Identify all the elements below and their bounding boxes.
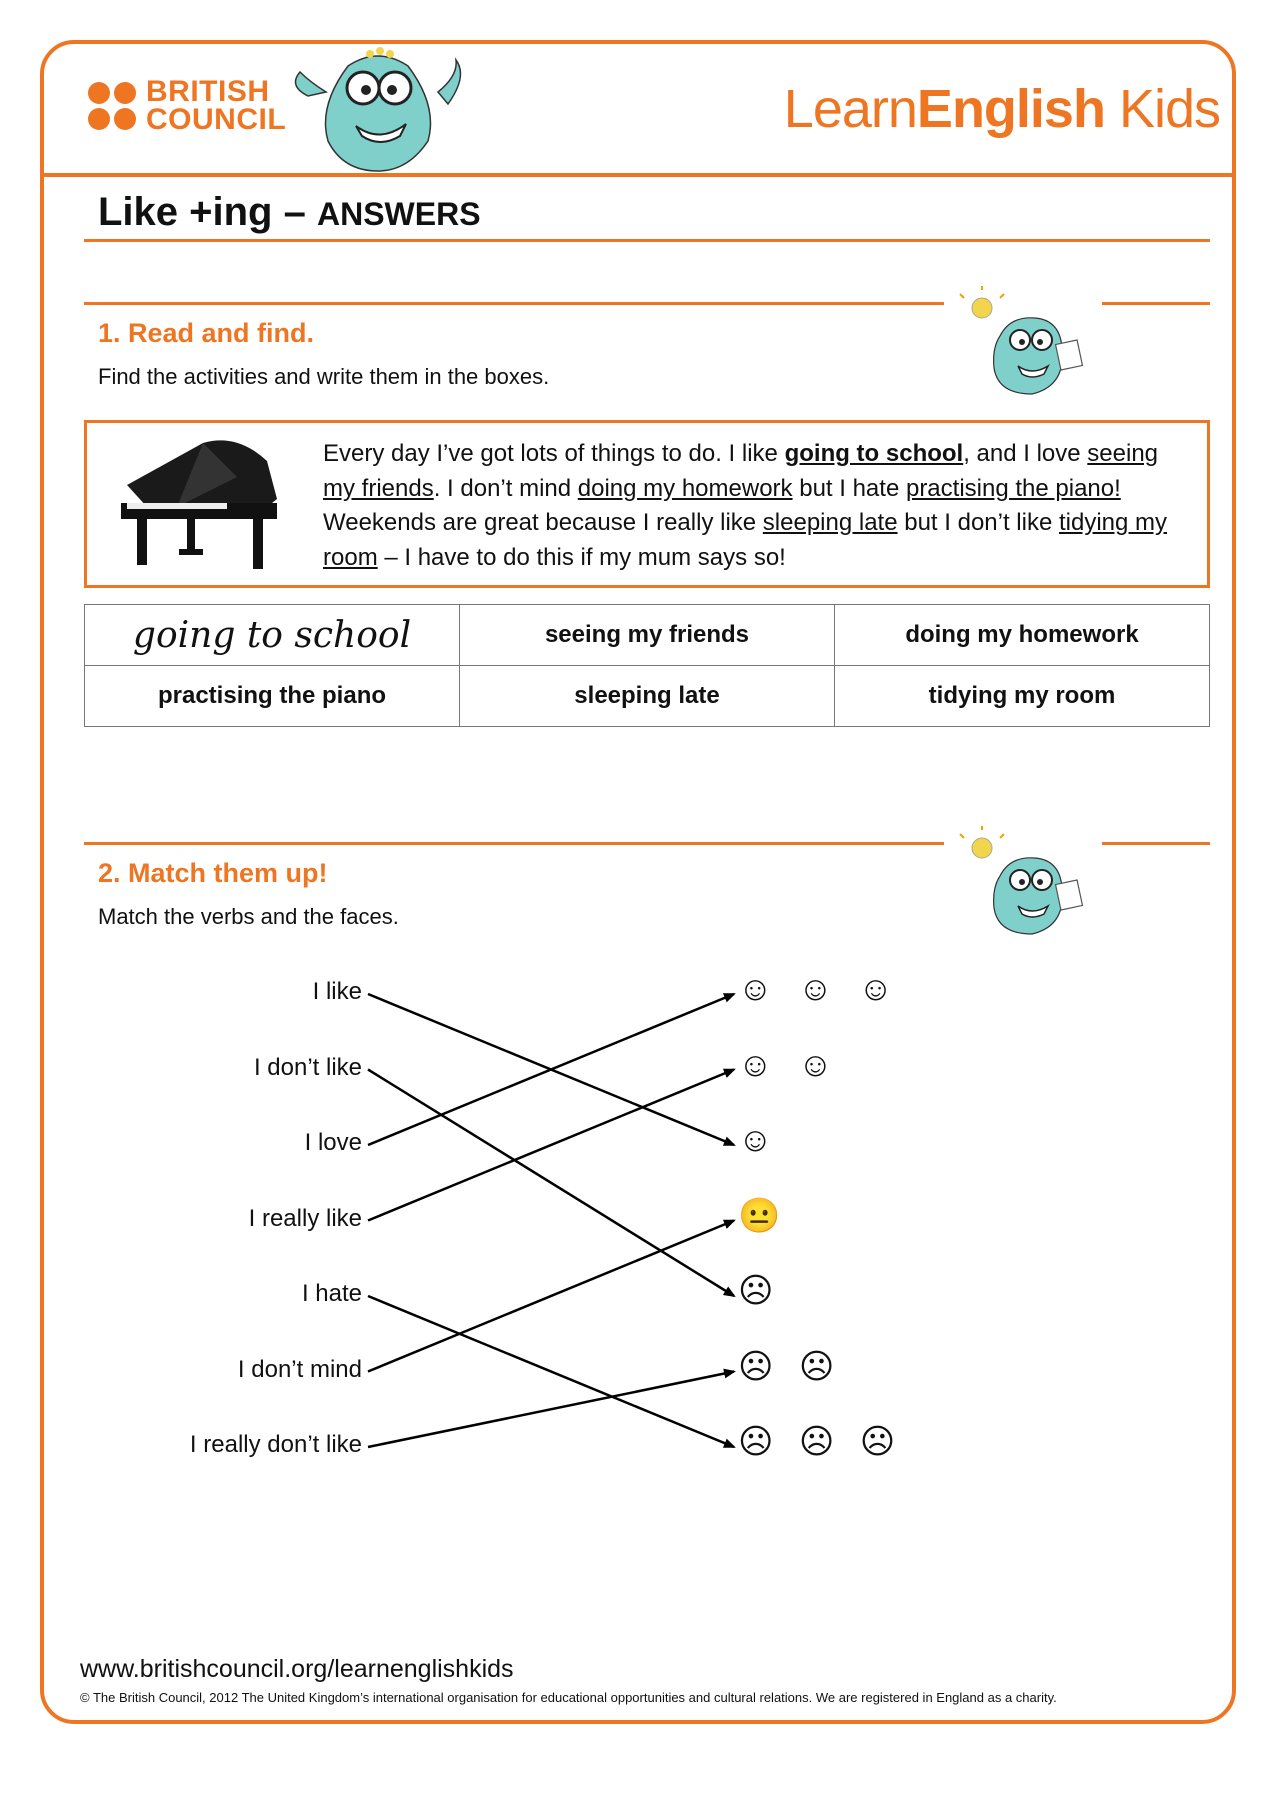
answer-cell: seeing my friends — [460, 605, 835, 666]
match-arrow — [368, 1070, 734, 1297]
verb-label: I really like — [248, 1204, 362, 1232]
passage-text: but I don’t like — [897, 509, 1059, 536]
verb-label: I don’t like — [253, 1053, 362, 1081]
answer-cell: going to school — [85, 605, 460, 666]
footer-url[interactable]: www.britishcouncil.org/learnenglishkids — [80, 1655, 514, 1683]
title-sub: ANSWERS — [316, 196, 481, 232]
match-arrow — [368, 1221, 734, 1372]
face-icons: ☺ ☺ — [738, 1045, 841, 1084]
passage-text: . I don’t mind — [433, 474, 578, 502]
face-icons: 😐 — [738, 1196, 789, 1235]
activity-phrase: tidying my room — [323, 509, 1168, 571]
footer-copyright: © The British Council, 2012 The United Kingdom’s international organisation for educational opportunities and cultural relations. We are registered in England as a charity. — [80, 1690, 1057, 1705]
brand-line-2: COUNCIL — [146, 103, 287, 136]
verb-label: I like — [312, 978, 362, 1005]
match-arrow — [368, 1296, 734, 1447]
answer-cell: practising the piano — [85, 666, 460, 727]
activity-phrase: going to school — [784, 440, 964, 467]
face-icons: ☹ ☹ ☹ — [738, 1423, 904, 1461]
activity-phrase: doing my homework — [577, 474, 793, 502]
face-icons: ☹ ☹ — [738, 1347, 843, 1386]
section1-heading: 1. Read and find. — [98, 318, 315, 348]
activity-phrase: practising the piano! — [905, 474, 1121, 502]
face-icons: ☺ ☺ ☺ — [738, 970, 902, 1008]
passage-text: – I have to do this if my mum says so! — [377, 543, 786, 571]
verb-label: I really don’t like — [189, 1431, 362, 1458]
answer-cell: sleeping late — [460, 666, 835, 727]
activity-phrase: sleeping late — [762, 509, 898, 536]
passage-text: Every day I’ve got lots of things to do. I like — [323, 440, 785, 467]
section1-instruction: Find the activities and write them in the boxes. — [98, 364, 550, 389]
face-icons: ☹ — [738, 1272, 782, 1310]
face-icons: ☺ — [738, 1121, 781, 1159]
passage-text: but I hate — [792, 474, 906, 502]
match-arrow — [368, 1372, 734, 1448]
passage-text: , and I love — [963, 440, 1088, 467]
brand-line-1: BRITISH — [146, 75, 270, 108]
answer-cell: tidying my room — [835, 666, 1210, 727]
verb-label: I love — [304, 1129, 362, 1156]
passage-text: Weekends are great because I really like — [323, 509, 763, 536]
answer-cell: doing my homework — [835, 605, 1210, 666]
learnenglish-kids-logo: LearnEnglish Kids — [783, 79, 1220, 139]
title-main: Like +ing – — [98, 190, 317, 234]
match-arrow — [368, 1070, 734, 1221]
activity-phrase: seeing my friends — [323, 440, 1159, 502]
verb-label: I don’t mind — [237, 1355, 362, 1383]
section2-instruction: Match the verbs and the faces. — [98, 904, 399, 929]
section2-heading: 2. Match them up! — [98, 858, 328, 888]
verb-label: I hate — [301, 1280, 362, 1307]
